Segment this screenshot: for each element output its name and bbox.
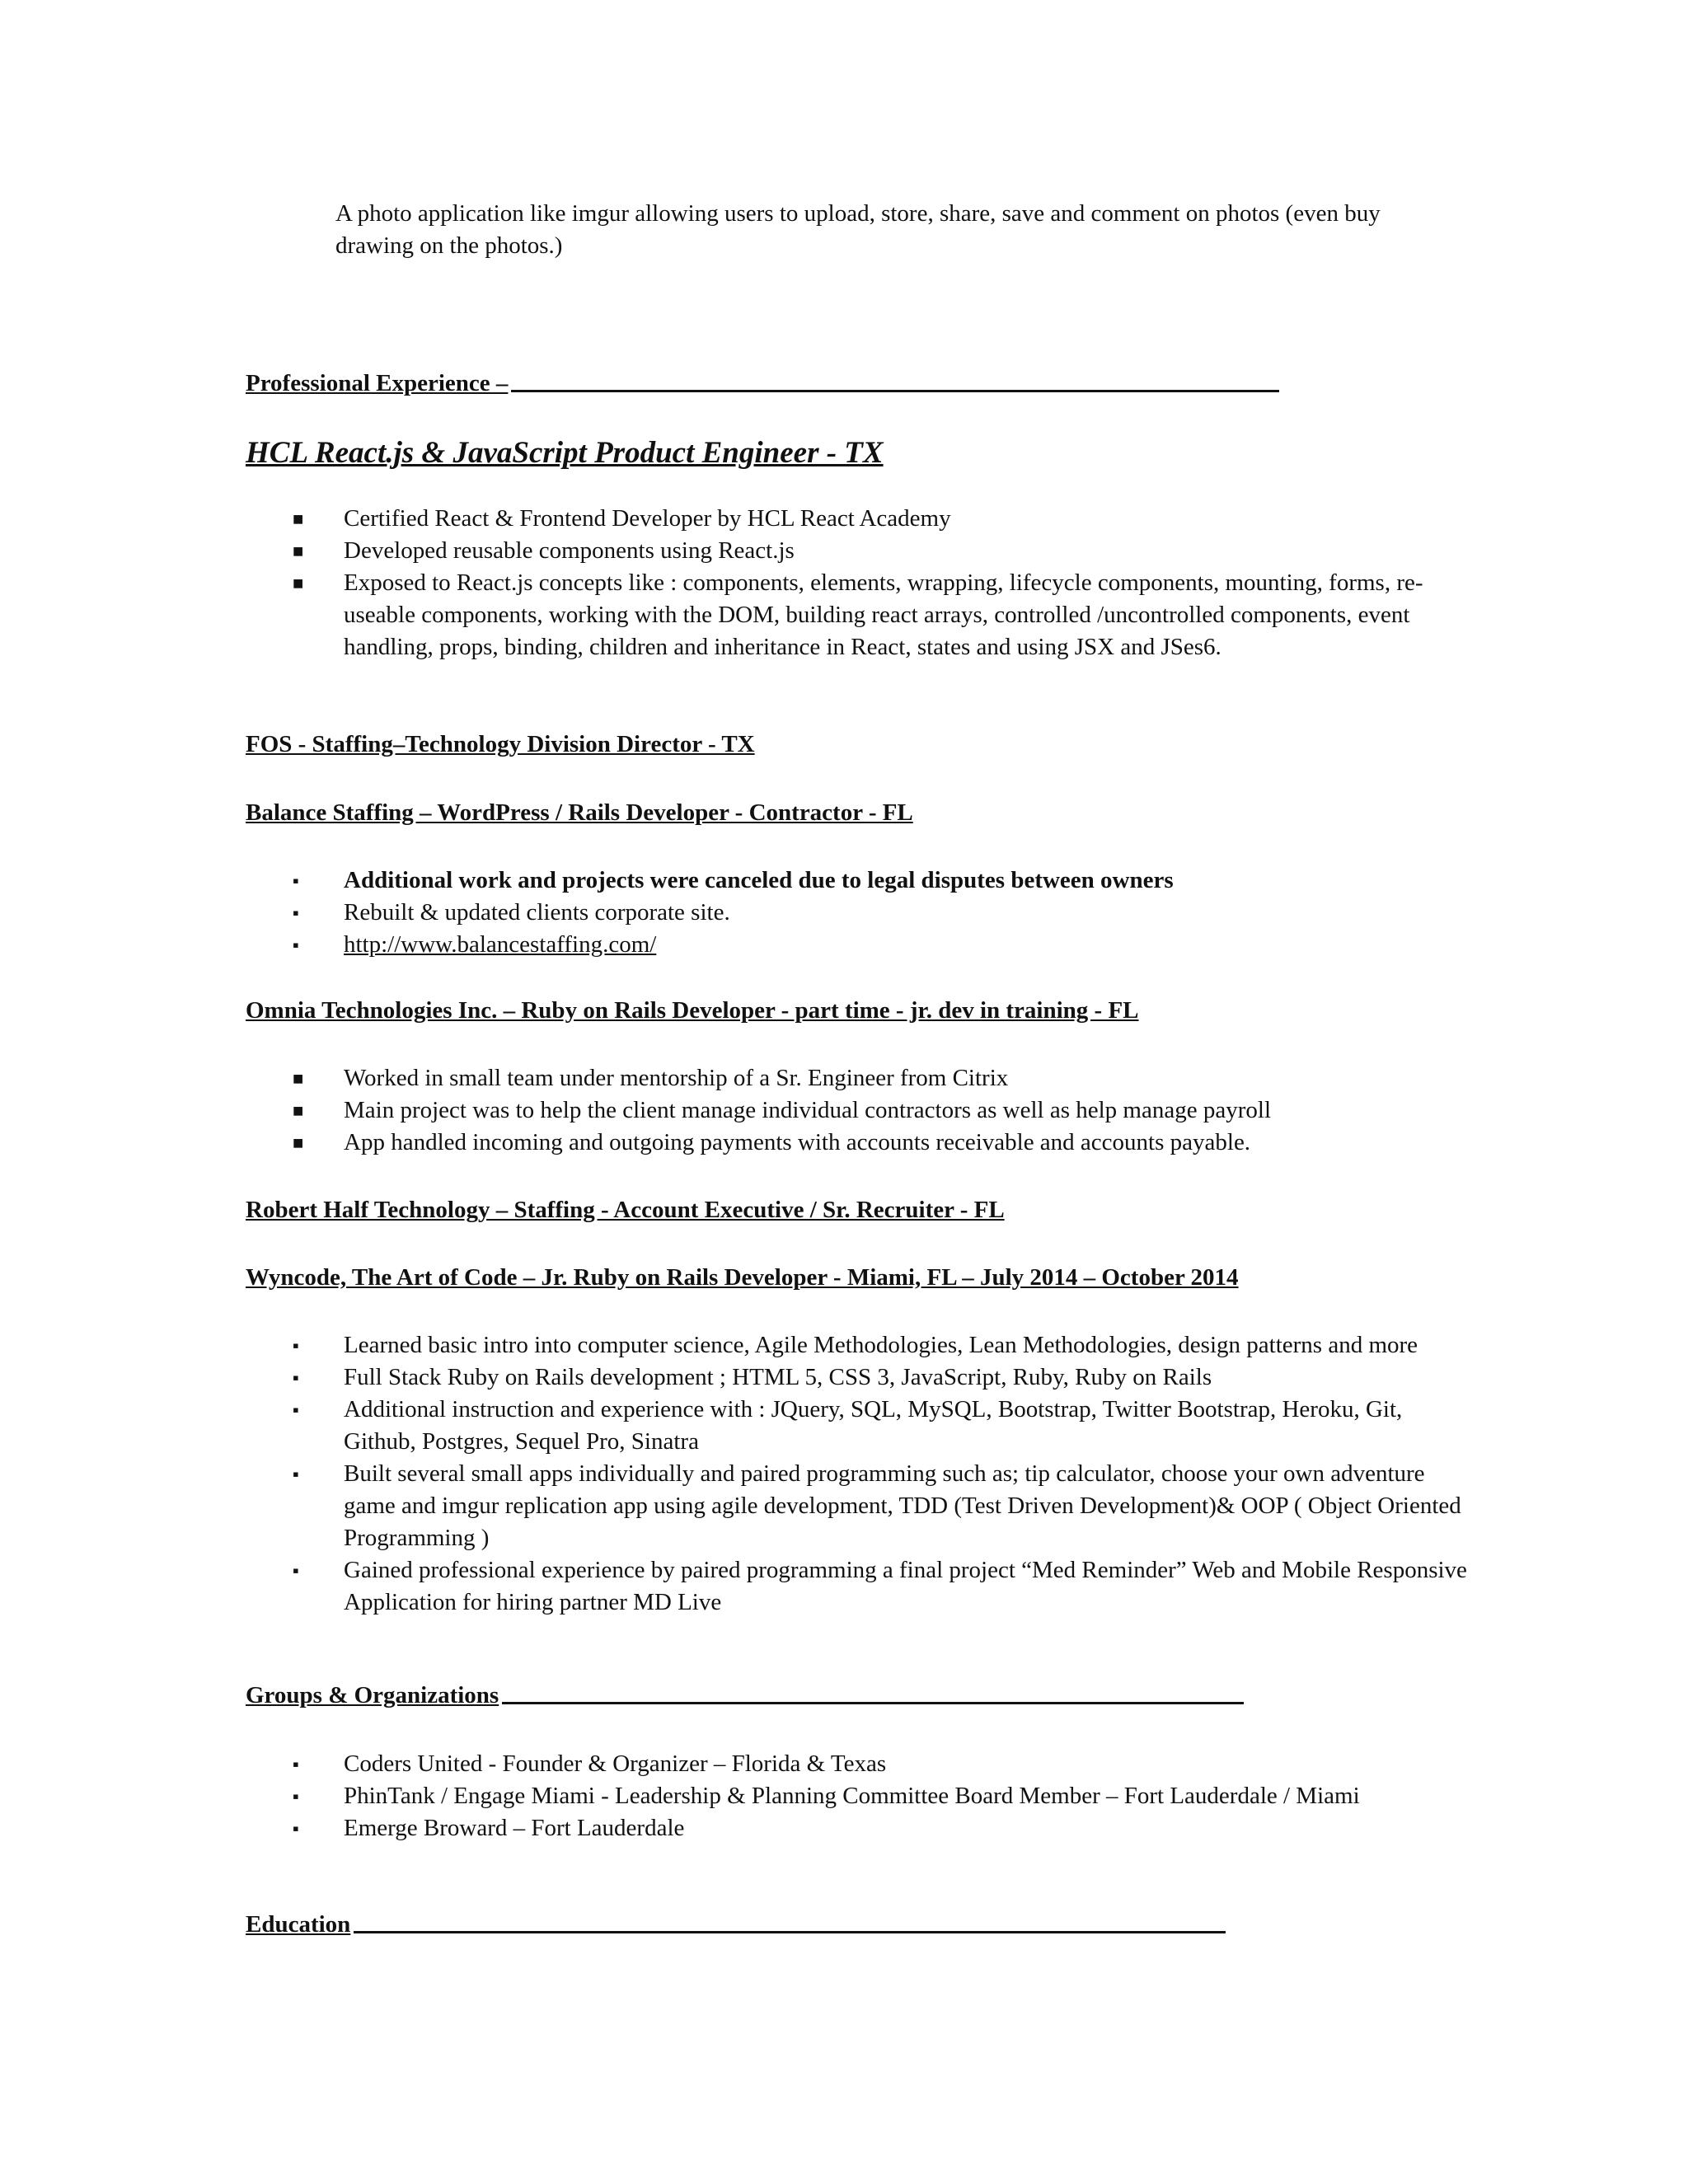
omnia-bullet-list: [293, 1062, 1469, 1159]
bullet-text: Coders United - Founder & Organizer – Florida & Texas: [344, 1750, 887, 1777]
bullet-text: Worked in small team under mentorship of a Sr. Engineer from Citrix: [344, 1065, 1009, 1091]
list-item: [293, 1062, 1469, 1094]
bullet-marker: ▪: [293, 1754, 299, 1774]
bullet-marker: ▪: [293, 1818, 299, 1839]
list-item: [293, 1394, 1469, 1458]
project-description: A photo application like imgur allowing users to upload, store, share, save and comment on photos (even buy drawing on the photos.): [335, 200, 1381, 259]
bullet-marker: ▪: [293, 1464, 299, 1484]
wyncode-job-title: Wyncode, The Art of Code – Jr. Ruby on Rails Developer - Miami, FL – July 2014 – October 2014: [246, 1264, 1239, 1291]
hcl-job-title: HCL React.js & JavaScript Product Engineer - TX: [246, 436, 884, 470]
list-item: [293, 1329, 1469, 1361]
bullet-marker: ■: [293, 573, 304, 593]
bullet-marker: ■: [293, 1132, 304, 1153]
bullet-marker: ■: [293, 1068, 304, 1089]
list-item: [293, 567, 1469, 663]
list-item: [293, 1458, 1469, 1554]
education-heading: [246, 1910, 1226, 1938]
hcl-bullet-list: [293, 503, 1469, 663]
bullet-marker: ▪: [293, 1367, 299, 1388]
education-label: Education: [246, 1911, 351, 1938]
bullet-text: Full Stack Ruby on Rails development ; HTML 5, CSS 3, JavaScript, Ruby, Ruby on Rails: [344, 1364, 1212, 1390]
bullet-marker: ▪: [293, 935, 299, 955]
omnia-job-title: Omnia Technologies Inc. – Ruby on Rails Developer - part time - jr. dev in training - FL: [246, 997, 1139, 1024]
bullet-text: Exposed to React.js concepts like : components, elements, wrapping, lifecycle components, mounting, forms, re-useable components, working with the DOM, building react arrays, controlled /uncontrolled components, event handling, props, binding, children and inheritance in React, states and using JSX and JSes6.: [344, 569, 1423, 660]
list-item: [293, 1780, 1469, 1812]
bullet-text: Certified React & Frontend Developer by HCL React Academy: [344, 505, 951, 532]
balancestaffing-link[interactable]: http://www.balancestaffing.com/: [344, 931, 657, 958]
professional-experience-heading: [246, 369, 1279, 397]
balance-bullet-list: [293, 865, 1469, 961]
list-item: [293, 535, 1469, 567]
wyncode-bullet-list: [293, 1329, 1469, 1619]
bullet-marker: ▪: [293, 870, 299, 891]
heading-rule: [502, 1702, 1244, 1704]
bullet-text: Emerge Broward – Fort Lauderdale: [344, 1815, 685, 1841]
heading-rule: [354, 1931, 1226, 1933]
robert-half-job-title: Robert Half Technology – Staffing - Account Executive / Sr. Recruiter - FL: [246, 1197, 1005, 1223]
bullet-marker: ▪: [293, 1560, 299, 1581]
bullet-text: Rebuilt & updated clients corporate site.: [344, 899, 730, 926]
bullet-text: Gained professional experience by paired programming a final project “Med Reminder” Web and Mobile Responsive Application for hiring partner MD Live: [344, 1557, 1467, 1615]
professional-experience-label: Professional Experience –: [246, 370, 509, 396]
list-item: [293, 929, 1469, 961]
bullet-text: Additional instruction and experience with : JQuery, SQL, MySQL, Bootstrap, Twitter Bootstrap, Heroku, Git, Github, Postgres, Sequel Pro, Sinatra: [344, 1396, 1403, 1455]
list-item: [293, 865, 1469, 897]
list-item: [293, 1554, 1469, 1619]
bullet-marker: ▪: [293, 1786, 299, 1807]
list-item: [293, 1748, 1469, 1780]
bullet-text: Main project was to help the client manage individual contractors as well as help manage payroll: [344, 1097, 1271, 1123]
list-item: [293, 1094, 1469, 1127]
bullet-text: PhinTank / Engage Miami - Leadership & Planning Committee Board Member – Fort Lauderdale / Miami: [344, 1783, 1360, 1809]
fos-job-title: FOS - Staffing–Technology Division Director - TX: [246, 731, 755, 757]
balance-job-title: Balance Staffing – WordPress / Rails Developer - Contractor - FL: [246, 799, 913, 826]
groups-heading: [246, 1681, 1244, 1709]
list-item: [293, 1361, 1469, 1394]
groups-bullet-list: [293, 1748, 1469, 1844]
bullet-marker: ■: [293, 509, 304, 529]
bullet-text: Developed reusable components using React.js: [344, 537, 795, 564]
list-item: [293, 503, 1469, 535]
bullet-marker: ■: [293, 1100, 304, 1121]
list-item: [293, 1812, 1469, 1844]
bullet-marker: ▪: [293, 902, 299, 923]
bullet-text: Learned basic intro into computer science, Agile Methodologies, Lean Methodologies, design patterns and more: [344, 1332, 1418, 1358]
heading-rule: [511, 390, 1279, 392]
list-item: [293, 897, 1469, 929]
bullet-marker: ▪: [293, 1399, 299, 1420]
bullet-text: Additional work and projects were canceled due to legal disputes between owners: [344, 867, 1174, 893]
list-item: [293, 1127, 1469, 1159]
bullet-text: Built several small apps individually and paired programming such as; tip calculator, choose your own adventure game and imgur replication app using agile development, TDD (Test Driven Development)& OOP ( Object Oriented Programming ): [344, 1460, 1461, 1551]
bullet-text: App handled incoming and outgoing payments with accounts receivable and accounts payable.: [344, 1129, 1251, 1155]
groups-label: Groups & Organizations: [246, 1682, 499, 1708]
bullet-marker: ▪: [293, 1335, 299, 1356]
bullet-marker: ■: [293, 541, 304, 561]
